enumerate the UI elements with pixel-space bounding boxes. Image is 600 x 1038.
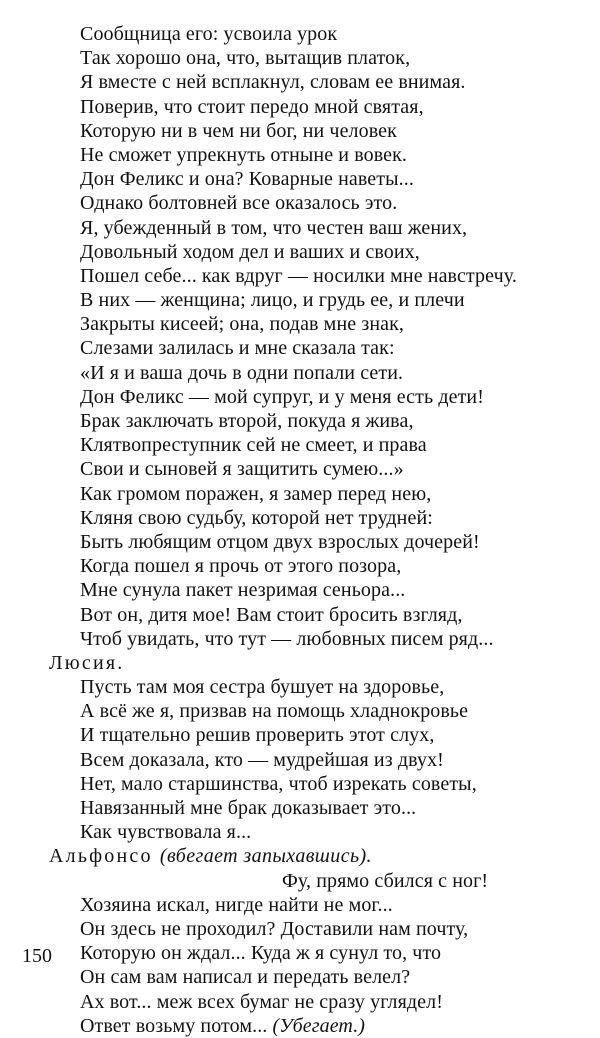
verse-line: Сообщница его: усвоила урок bbox=[80, 23, 338, 45]
verse-line: Я, убежденный в том, что честен ваш жених, bbox=[80, 216, 468, 239]
verse-line: Поверив, что стоит передо мной святая, bbox=[80, 95, 424, 118]
verse-line: Так хорошо она, что, вытащив платок, bbox=[80, 47, 411, 70]
verse-line: Он сам вам написал и передать велел? bbox=[80, 966, 411, 989]
stage-direction: (вбегает запыхавшись). bbox=[159, 845, 372, 868]
verse-line: Он здесь не проходил? Доставили нам почту, bbox=[80, 917, 469, 940]
verse-line: Закрыты кисеей; она, подав мне знак, bbox=[80, 313, 405, 336]
speaker-name: Люсия. bbox=[49, 651, 125, 674]
verse-line: Дон Феликс — мой супруг, и у меня есть дети! bbox=[80, 385, 484, 408]
verse-line: Как громом поражен, я замер перед нею, bbox=[80, 482, 432, 505]
verse-line: Хозяина искал, нигде найти не мог... bbox=[80, 893, 393, 916]
verse-line: Клятвопреступник сей не смеет, и права bbox=[80, 434, 427, 457]
verse-text: Ответ возьму потом... bbox=[80, 1014, 268, 1037]
verse-line: Брак заключать второй, покуда я жива, bbox=[80, 410, 414, 432]
verse-line: Которую он ждал... Куда ж я сунул то, что bbox=[80, 942, 442, 965]
verse-line: Быть любящим отцом двух взрослых дочерей! bbox=[80, 530, 480, 553]
page-number: 150 bbox=[22, 945, 52, 967]
verse-line: А всё же я, призвав на помощь хладнокровье bbox=[80, 700, 469, 723]
verse-line: Пусть там моя сестра бушует на здоровье, bbox=[80, 676, 445, 699]
verse-line: Которую ни в чем ни бог, ни человек bbox=[80, 119, 397, 142]
stage-direction: (Убегает.) bbox=[272, 1014, 366, 1037]
verse-line: Однако болтовней все оказалось это. bbox=[80, 192, 398, 215]
verse-line: «И я и ваша дочь в одни попали сети. bbox=[80, 361, 404, 384]
verse-line: Когда пошел я прочь от этого позора, bbox=[80, 555, 402, 578]
verse-line: И тщательно решив проверить этот слух, bbox=[80, 724, 435, 747]
verse-line: Кляня свою судьбу, которой нет трудней: bbox=[80, 506, 433, 529]
verse-line: Довольный ходом дел и ваших и своих, bbox=[80, 240, 420, 263]
verse-line: Не сможет упрекнуть отныне и вовек. bbox=[80, 143, 408, 166]
verse-line: Нет, мало старшинства, чтоб изрекать советы, bbox=[80, 772, 477, 795]
play-text bbox=[0, 22, 600, 1038]
verse-line: В них — женщина; лицо, и грудь ее, и плечи bbox=[80, 289, 465, 312]
verse-line: Чтоб увидать, что тут — любовных писем ряд... bbox=[80, 627, 494, 650]
verse-line: Ах вот... меж всех бумаг не сразу углядел! bbox=[80, 990, 443, 1013]
verse-line: Дон Феликс и она? Коварные наветы... bbox=[80, 168, 414, 191]
verse-line: Всем доказала, кто — мудрейшая из двух! bbox=[80, 748, 444, 771]
verse-line-continuation: Фу, прямо сбился с ног! bbox=[282, 869, 489, 892]
speaker-line bbox=[0, 844, 600, 868]
verse-line: Мне сунула пакет незримая сеньора... bbox=[80, 579, 406, 602]
verse-line: Навязанный мне брак доказывает это... bbox=[80, 797, 417, 819]
verse-line bbox=[0, 1014, 600, 1038]
verse-line: Как чувствовала я... bbox=[80, 821, 252, 844]
verse-line: Свои и сыновей я защитить сумею...» bbox=[80, 458, 404, 481]
speaker-name: Альфонсо bbox=[49, 845, 153, 868]
verse-line: Я вместе с ней всплакнул, словам ее внимая. bbox=[80, 71, 466, 94]
verse-line: Пошел себе... как вдруг — носилки мне навстречу. bbox=[80, 264, 517, 287]
verse-line: Вот он, дитя мое! Вам стоит бросить взгляд, bbox=[80, 603, 463, 626]
verse-line: Слезами залилась и мне сказала так: bbox=[80, 337, 395, 360]
